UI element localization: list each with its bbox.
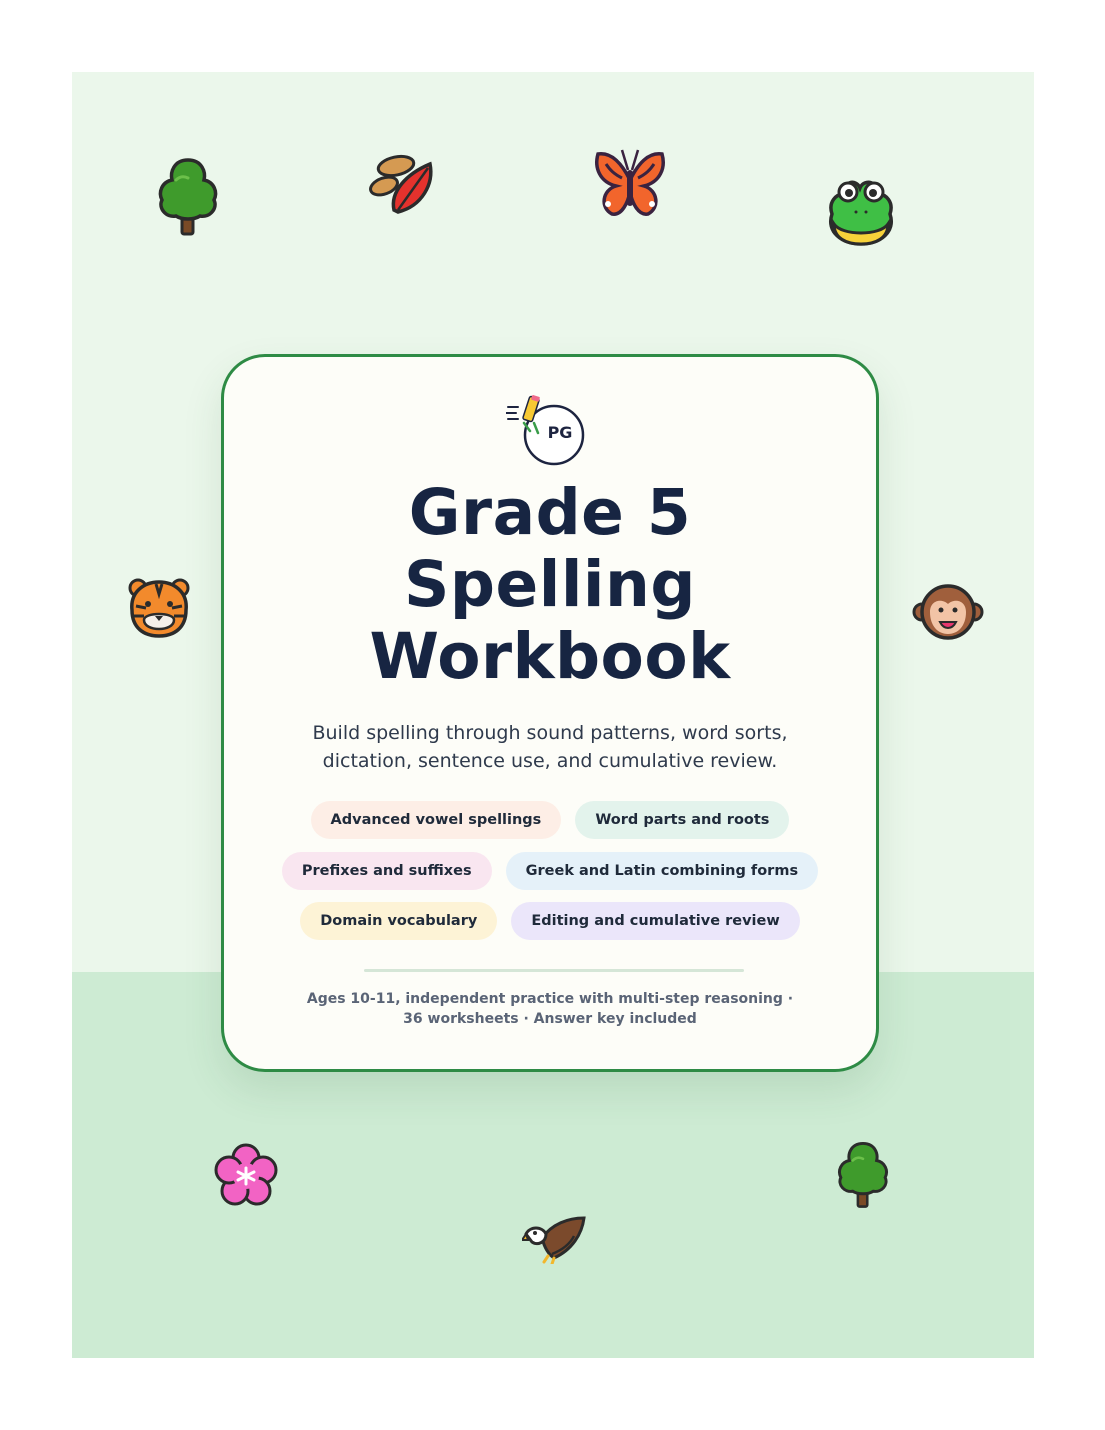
topic-chip-greek-latin: Greek and Latin combining forms <box>506 852 818 890</box>
divider <box>364 969 744 972</box>
workbook-subtitle: Build spelling through sound patterns, word sorts, dictation, sentence use, and cumulative review. <box>312 722 788 772</box>
topic-chip-prefixes-suffixes: Prefixes and suffixes <box>282 852 492 890</box>
topic-chip-word-parts: Word parts and roots <box>575 801 789 839</box>
workbook-details: Ages 10-11, independent practice with multi-step reasoning · 36 worksheets · Answer key included <box>306 991 794 1027</box>
tree-icon <box>154 156 222 238</box>
autumn-leaves-icon <box>368 152 438 218</box>
monkey-icon <box>912 582 984 644</box>
publisher-logo <box>506 395 596 471</box>
title-line-workbook: Workbook <box>369 620 731 693</box>
logo-text: PG <box>547 423 573 442</box>
title-line-grade: Grade 5 <box>408 476 692 549</box>
topic-row-1 <box>224 801 876 839</box>
eagle-icon <box>522 1214 588 1264</box>
topic-row-3 <box>224 902 876 940</box>
topic-chip-domain-vocabulary: Domain vocabulary <box>300 902 497 940</box>
frog-icon <box>822 172 900 248</box>
topic-row-2 <box>224 852 876 890</box>
butterfly-icon <box>592 146 668 222</box>
topic-chip-editing-review: Editing and cumulative review <box>511 902 799 940</box>
topic-chip-vowel-spellings: Advanced vowel spellings <box>311 801 562 839</box>
tiger-icon <box>126 576 192 640</box>
flower-icon <box>212 1142 280 1210</box>
tree-icon <box>834 1140 892 1210</box>
cover-card <box>221 354 879 1072</box>
workbook-title <box>224 477 876 693</box>
title-line-subject: Spelling <box>404 548 696 621</box>
